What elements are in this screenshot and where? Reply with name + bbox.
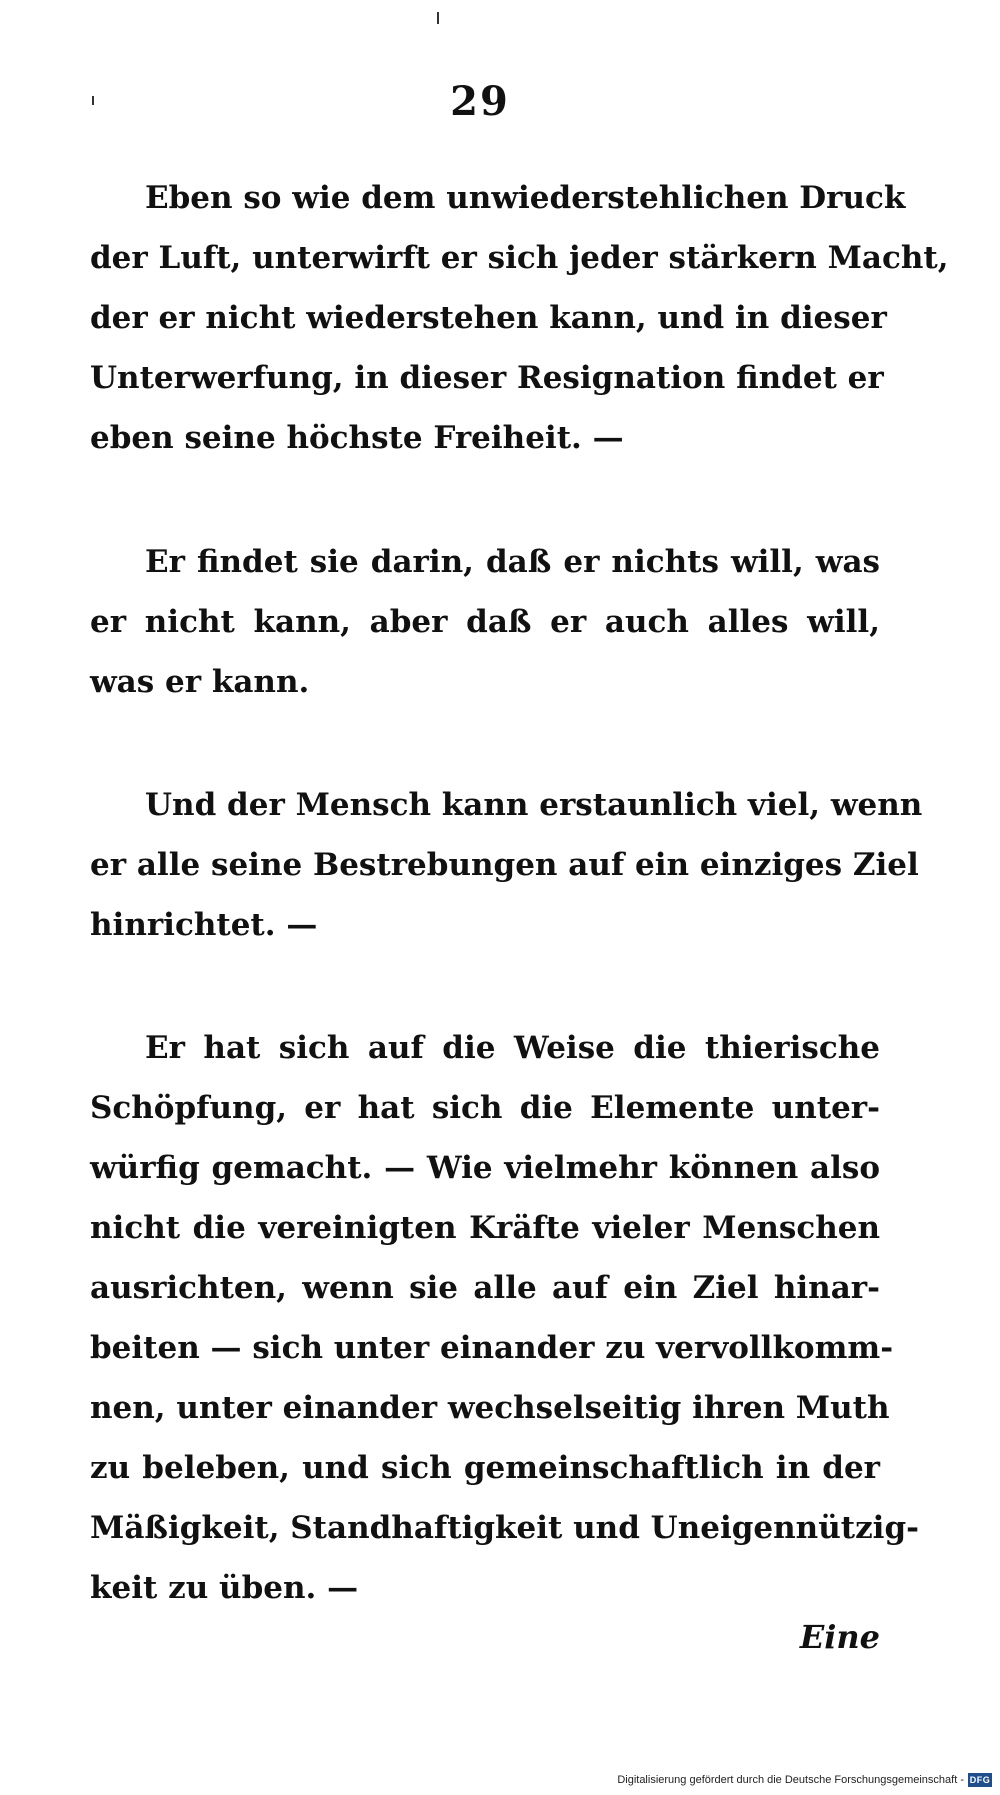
paragraph-4	[90, 1018, 919, 1618]
digitization-footer	[617, 1771, 992, 1789]
text-line: der er nicht wiederstehen kann, und in dieser	[90, 300, 887, 336]
text-line: ausrichten, wenn sie alle auf ein Ziel hinar-	[90, 1270, 880, 1306]
text-line: würfig gemacht. — Wie vielmehr können also	[90, 1150, 880, 1186]
text-line: zu beleben, und sich gemeinschaftlich in der	[90, 1450, 880, 1486]
text-line: hinrichtet. —	[90, 907, 318, 943]
paragraph-2	[90, 532, 880, 712]
text-line: Schöpfung, er hat sich die Elemente unter-	[90, 1090, 880, 1126]
text-line: Unterwerfung, in dieser Resignation findet er	[90, 360, 884, 396]
text-line: er nicht kann, aber daß er auch alles will,	[90, 604, 880, 640]
text-line: Er findet sie darin, daß er nichts will, was	[145, 544, 880, 580]
text-line: nicht die vereinigten Kräfte vieler Menschen	[90, 1210, 880, 1246]
text-line: eben seine höchste Freiheit. —	[90, 420, 624, 456]
paragraph-1	[90, 168, 949, 468]
text-line: nen, unter einander wechselseitig ihren Muth	[90, 1390, 890, 1426]
text-line: Und der Mensch kann erstaunlich viel, wenn	[145, 787, 923, 823]
scan-mark-left	[92, 96, 94, 105]
text-line: Mäßigkeit, Standhaftigkeit und Uneigennützig-	[90, 1510, 919, 1546]
catchword: Eine	[799, 1618, 880, 1656]
text-line: beiten — sich unter einander zu vervollkomm-	[90, 1330, 894, 1366]
text-line: Eben so wie dem unwiederstehlichen Druck	[145, 180, 906, 216]
text-line: keit zu üben. —	[90, 1570, 359, 1606]
page-number: 29	[450, 78, 510, 125]
scan-mark-top	[437, 12, 439, 24]
text-line: Er hat sich auf die Weise die thierische	[145, 1030, 880, 1066]
dfg-logo: DFG	[969, 1775, 991, 1785]
text-line: er alle seine Bestrebungen auf ein einziges Ziel	[90, 847, 919, 883]
text-line: der Luft, unterwirft er sich jeder stärkern Macht,	[90, 240, 949, 276]
paragraph-3	[90, 775, 923, 955]
footer-credit-text: Digitalisierung gefördert durch die Deutsche Forschungsgemeinschaft -	[617, 1774, 964, 1786]
text-line: was er kann.	[90, 664, 310, 700]
